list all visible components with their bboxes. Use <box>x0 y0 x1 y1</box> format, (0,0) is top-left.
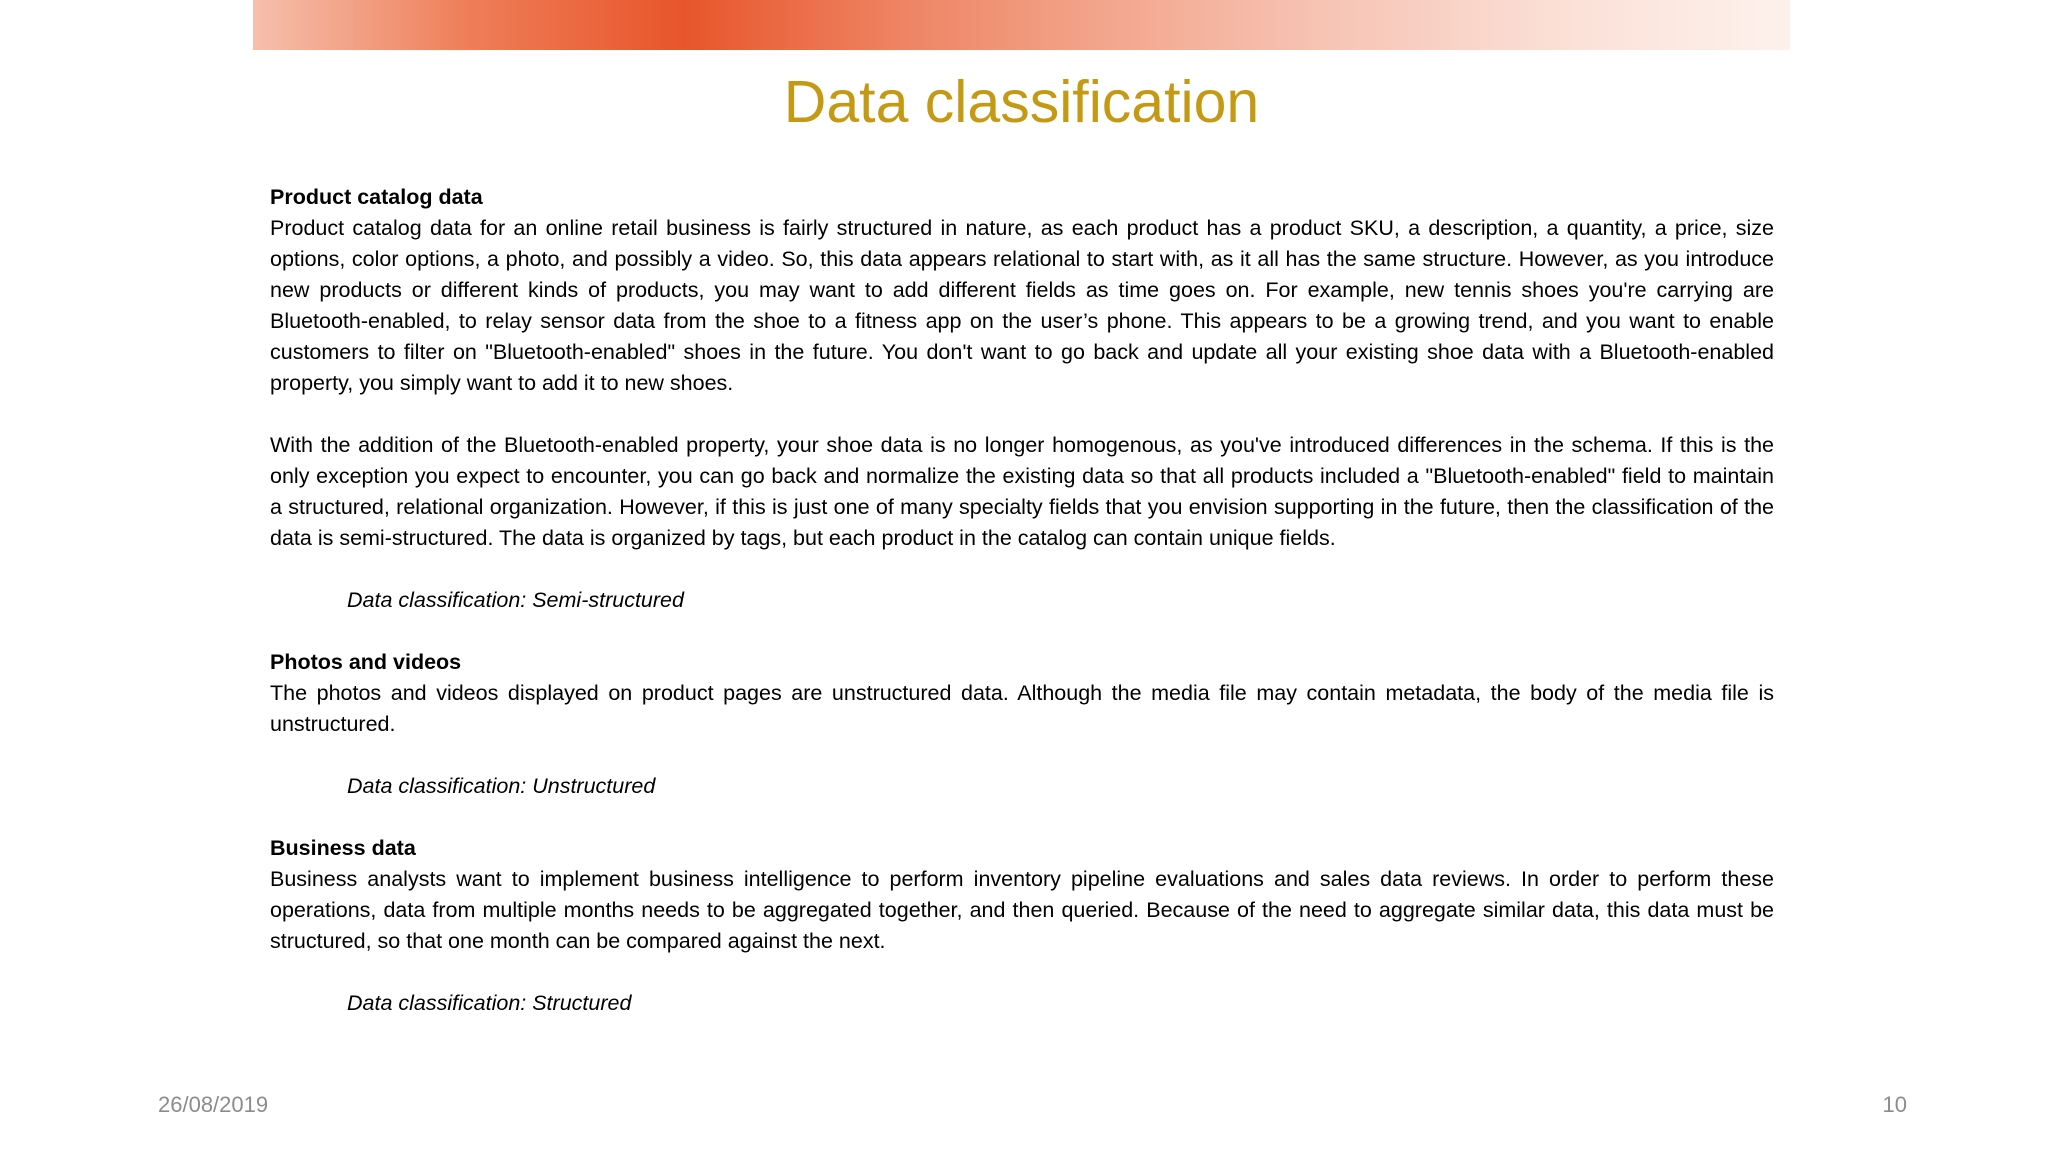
classification-business-data: Data classification: Structured <box>347 991 632 1015</box>
footer-date: 26/08/2019 <box>158 1092 269 1117</box>
section-heading-photos-videos: Photos and videos <box>270 650 462 674</box>
paragraph-photos-videos: The photos and videos displayed on product pages are unstructured data. Although the media file may contain metadata, the body of the media file is unstructured. <box>270 681 1774 736</box>
spacer <box>270 616 1774 647</box>
footer-page-number: 10 <box>1882 1092 1907 1117</box>
slide-body <box>270 182 1774 1019</box>
spacer <box>270 802 1774 833</box>
spacer <box>270 740 1774 771</box>
classification-photos-videos: Data classification: Unstructured <box>347 774 656 798</box>
section-heading-business-data: Business data <box>270 836 416 860</box>
classification-product-catalog: Data classification: Semi-structured <box>347 588 684 612</box>
spacer <box>270 399 1774 430</box>
header-accent-band <box>253 0 1790 50</box>
paragraph-product-catalog-1: Product catalog data for an online retail business is fairly structured in nature, as each product has a product SKU, a description, a quantity, a price, size options, color options, a photo, and possibly a video. So, this data appears relational to start with, as it all has the same structure. However, as you introduce new products or different kinds of products, you may want to add different fields as time goes on. For example, new tennis shoes you're carrying are Bluetooth-enabled, to relay sensor data from the shoe to a fitness app on the user’s phone. This appears to be a growing trend, and you want to enable customers to filter on "Bluetooth-enabled" shoes in the future. You don't want to go back and update all your existing shoe data with a Bluetooth-enabled property, you simply want to add it to new shoes. <box>270 216 1774 395</box>
slide-title: Data classification <box>783 69 1260 135</box>
section-heading-product-catalog: Product catalog data <box>270 185 483 209</box>
paragraph-product-catalog-2: With the addition of the Bluetooth-enabled property, your shoe data is no longer homogenous, as you've introduced differences in the schema. If this is the only exception you expect to encounter, you can go back and normalize the existing data so that all products included a "Bluetooth-enabled" field to maintain a structured, relational organization. However, if this is just one of many specialty fields that you envision supporting in the future, then the classification of the data is semi-structured. The data is organized by tags, but each product in the catalog can contain unique fields. <box>270 433 1774 550</box>
paragraph-business-data: Business analysts want to implement business intelligence to perform inventory pipeline evaluations and sales data reviews. In order to perform these operations, data from multiple months needs to be aggregated together, and then queried. Because of the need to aggregate similar data, this data must be structured, so that one month can be compared against the next. <box>270 867 1774 953</box>
spacer <box>270 554 1774 585</box>
spacer <box>270 957 1774 988</box>
